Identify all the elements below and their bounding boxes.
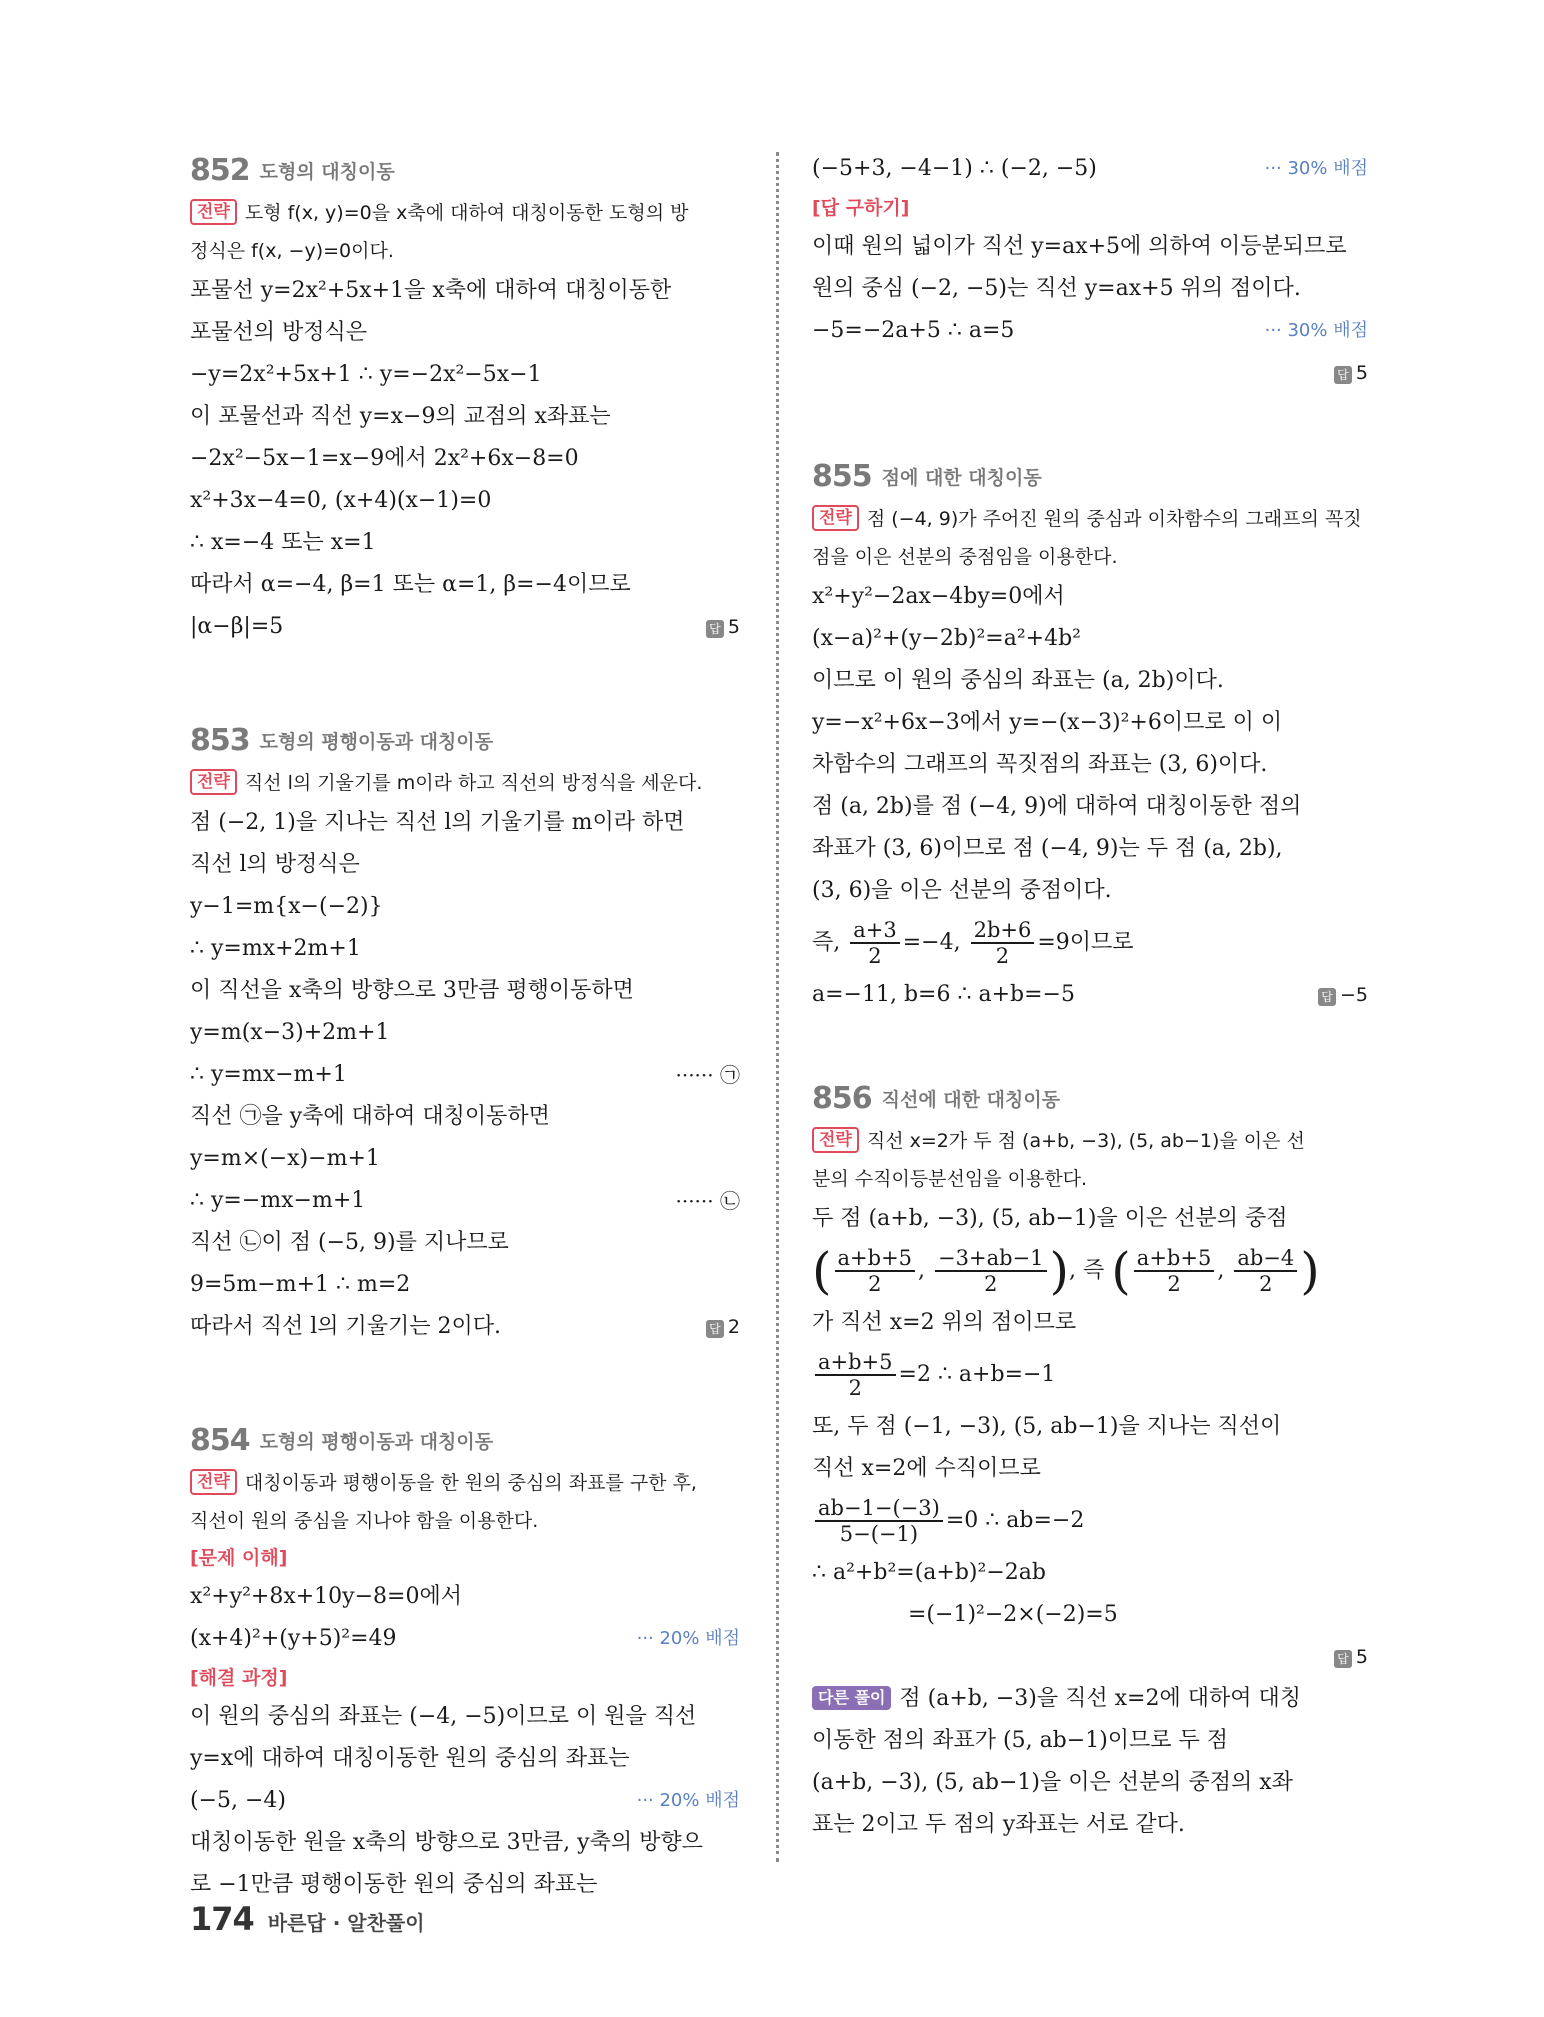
solution-line: 로 −1만큼 평행이동한 원의 중심의 좌표는 — [190, 1872, 598, 1897]
solution-line: x²+3x−4=0, (x+4)(x−1)=0 — [190, 488, 492, 513]
answer-icon: 답 — [1318, 988, 1336, 1006]
fraction-line: $\frac{ab-1-(-3)}{5-(-1)}$ =0 ∴ ab=−2 — [812, 1490, 1368, 1552]
solution-line: 두 점 (a+b, −3), (5, ab−1)을 이은 선분의 중점 — [812, 1206, 1288, 1231]
solution-line: 직선 l의 방정식은 — [190, 852, 360, 877]
strategy: 전략 도형 f(x, y)=0을 x축에 대하여 대칭이동한 도형의 방 — [190, 194, 740, 232]
solution-line: 직선 ㉡이 점 (−5, 9)를 지나므로 — [190, 1230, 509, 1255]
strategy: 전략 대칭이동과 평행이동을 한 원의 중심의 좌표를 구한 후, — [190, 1464, 740, 1502]
equation-mark: ······ ㉡ — [675, 1189, 740, 1213]
solution-line: |α−β|=5 답 5 — [190, 606, 740, 648]
solution-line: 이 포물선과 직선 y=x−9의 교점의 x좌표는 — [190, 404, 611, 429]
solution-line: 이므로 이 원의 중심의 좌표는 (a, 2b)이다. — [812, 668, 1224, 693]
problem-853-header — [190, 718, 740, 764]
solution-line: y−1=m{x−(−2)} — [190, 894, 383, 919]
footer-title: 바른답 · 알찬풀이 — [267, 1911, 425, 1935]
problem-number: 854 — [190, 1423, 250, 1458]
solution-line: 대칭이동한 원을 x축의 방향으로 3만큼, y축의 방향으 — [190, 1830, 703, 1855]
section-label: [문제 이해] — [190, 1547, 288, 1569]
strategy-tag: 전략 — [190, 199, 237, 225]
solution-line: 직선 ㉠을 y축에 대하여 대칭이동하면 — [190, 1104, 550, 1129]
problem-title: 도형의 평행이동과 대칭이동 — [259, 1431, 494, 1453]
solution-line: −2x²−5x−1=x−9에서 2x²+6x−8=0 — [190, 446, 579, 471]
solution-line: 포물선의 방정식은 — [190, 320, 368, 345]
solution-line: y=x에 대하여 대칭이동한 원의 중심의 좌표는 — [190, 1746, 630, 1771]
problem-title: 도형의 평행이동과 대칭이동 — [259, 731, 494, 753]
problem-856-header — [812, 1076, 1368, 1122]
fraction-line: ( $\frac{a+b+5}{2}$ , $\frac{-3+ab-1}{2}$ ), 즉 ( $\frac{a+b+5}{2}$ , $\frac{ab-4}{2}$ ) — [812, 1242, 1320, 1300]
answer: 답 2 — [706, 1306, 740, 1348]
answer-icon: 답 — [706, 1320, 724, 1338]
score-note: ··· 20% 배점 — [636, 1790, 740, 1811]
answer: 답 5 — [706, 606, 740, 648]
strategy-cont: 분의 수직이등분선임을 이용한다. — [812, 1168, 1088, 1190]
answer-line — [812, 352, 1368, 394]
strategy-tag: 전략 — [190, 1469, 237, 1495]
solution-line: y=m(x−3)+2m+1 — [190, 1020, 390, 1045]
solution-line: (−5, −4) ··· 20% 배점 — [190, 1780, 740, 1822]
answer-icon: 답 — [1334, 366, 1352, 384]
solution-line: 가 직선 x=2 위의 점이므로 — [812, 1310, 1077, 1335]
fraction-line: 즉, $\frac{a+3}{2}$ =−4, $\frac{2b+6}{2}$ =9이므로 — [812, 918, 1134, 968]
strategy-cont: 점을 이은 선분의 중점임을 이용한다. — [812, 546, 1118, 568]
solution-line: 이 직선을 x축의 방향으로 3만큼 평행이동하면 — [190, 978, 634, 1003]
fraction: $\frac{a+3}{2}$ — [850, 918, 899, 968]
score-note: ··· 30% 배점 — [1264, 158, 1368, 179]
solution-line: 포물선 y=2x²+5x+1을 x축에 대하여 대칭이동한 — [190, 278, 672, 303]
solution-line: ∴ x=−4 또는 x=1 — [190, 530, 376, 555]
problem-852-header — [190, 148, 740, 194]
section-label: [해결 과정] — [190, 1667, 288, 1689]
solution-line: 좌표가 (3, 6)이므로 점 (−4, 9)는 두 점 (a, 2b), — [812, 836, 1283, 861]
problem-855-header — [812, 454, 1368, 500]
solution-line: =(−1)²−2×(−2)=5 — [908, 1602, 1118, 1627]
strategy-tag: 전략 — [812, 1127, 859, 1153]
fraction-line: $\frac{a+b+5}{2}$ =2 ∴ a+b=−1 — [812, 1344, 1368, 1406]
solution-line: x²+y²−2ax−4by=0에서 — [812, 584, 1065, 609]
strategy-tag: 전략 — [812, 505, 859, 531]
equation-mark: ······ ㉠ — [675, 1063, 740, 1087]
page-footer — [190, 1900, 425, 1938]
solution-line: 이때 원의 넓이가 직선 y=ax+5에 의하여 이등분되므로 — [812, 234, 1347, 259]
alt-solution: 다른 풀이 점 (a+b, −3)을 직선 x=2에 대하여 대칭 — [812, 1678, 1368, 1720]
solution-line: 직선 x=2에 수직이므로 — [812, 1456, 1041, 1481]
strategy: 전략 직선 x=2가 두 점 (a+b, −3), (5, ab−1)을 이은 선 — [812, 1122, 1368, 1160]
solution-line: x²+y²+8x+10y−8=0에서 — [190, 1584, 462, 1609]
solution-line: ∴ y=−mx−m+1 ······ ㉡ — [190, 1180, 740, 1222]
strategy-cont: 정식은 f(x, −y)=0이다. — [190, 240, 394, 262]
alt-solution-line: 표는 2이고 두 점의 y좌표는 서로 같다. — [812, 1812, 1185, 1837]
solution-line: 점 (−2, 1)을 지나는 직선 l의 기울기를 m이라 하면 — [190, 810, 685, 835]
solution-line: 또, 두 점 (−1, −3), (5, ab−1)을 지나는 직선이 — [812, 1414, 1282, 1439]
solution-line: (x−a)²+(y−2b)²=a²+4b² — [812, 626, 1082, 651]
problem-number: 856 — [812, 1081, 872, 1116]
alt-solution-tag: 다른 풀이 — [812, 1686, 891, 1710]
problem-number: 855 — [812, 459, 872, 494]
solution-line: −5=−2a+5 ∴ a=5 ··· 30% 배점 — [812, 310, 1368, 352]
fraction: $\frac{2b+6}{2}$ — [971, 918, 1035, 968]
answer-icon: 답 — [706, 620, 724, 638]
solution-line: (3, 6)을 이은 선분의 중점이다. — [812, 878, 1112, 903]
left-column — [190, 148, 740, 1906]
solution-line: y=−x²+6x−3에서 y=−(x−3)²+6이므로 이 이 — [812, 710, 1283, 735]
solution-line: 이 원의 중심의 좌표는 (−4, −5)이므로 이 원을 직선 — [190, 1704, 697, 1729]
problem-number: 853 — [190, 723, 250, 758]
strategy-cont: 직선이 원의 중심을 지나야 함을 이용한다. — [190, 1510, 539, 1532]
alt-solution-line: (a+b, −3), (5, ab−1)을 이은 선분의 중점의 x좌 — [812, 1770, 1293, 1795]
solution-line: y=m×(−x)−m+1 — [190, 1146, 380, 1171]
solution-line: 9=5m−m+1 ∴ m=2 — [190, 1272, 411, 1297]
solution-line: (x+4)²+(y+5)²=49 ··· 20% 배점 — [190, 1618, 740, 1660]
strategy: 전략 점 (−4, 9)가 주어진 원의 중심과 이차함수의 그래프의 꼭짓 — [812, 500, 1368, 538]
solution-line: a=−11, b=6 ∴ a+b=−5 답 −5 — [812, 974, 1368, 1016]
answer: 답 −5 — [1318, 974, 1368, 1016]
solution-line: −y=2x²+5x+1 ∴ y=−2x²−5x−1 — [190, 362, 542, 387]
solution-line: 차함수의 그래프의 꼭짓점의 좌표는 (3, 6)이다. — [812, 752, 1268, 777]
solution-line: 따라서 직선 l의 기울기는 2이다. 답 2 — [190, 1306, 740, 1348]
strategy-tag: 전략 — [190, 769, 237, 795]
strategy: 전략 직선 l의 기울기를 m이라 하고 직선의 방정식을 세운다. — [190, 764, 740, 802]
solution-line: 점 (a, 2b)를 점 (−4, 9)에 대하여 대칭이동한 점의 — [812, 794, 1302, 819]
answer-icon: 답 — [1334, 1650, 1352, 1668]
section-label: [답 구하기] — [812, 197, 910, 219]
alt-solution-line: 이동한 점의 좌표가 (5, ab−1)이므로 두 점 — [812, 1728, 1229, 1753]
problem-number: 852 — [190, 153, 250, 188]
solution-line: ∴ a²+b²=(a+b)²−2ab — [812, 1560, 1046, 1585]
right-column — [812, 148, 1368, 1846]
solution-line: ∴ y=mx+2m+1 — [190, 936, 361, 961]
page-number: 174 — [190, 1900, 254, 1938]
score-note: ··· 20% 배점 — [636, 1628, 740, 1649]
solution-line: ∴ y=mx−m+1 ······ ㉠ — [190, 1054, 740, 1096]
solution-line: 원의 중심 (−2, −5)는 직선 y=ax+5 위의 점이다. — [812, 276, 1301, 301]
answer: 답 5 — [1334, 352, 1368, 394]
problem-title: 직선에 대한 대칭이동 — [881, 1089, 1061, 1111]
solution-line: 따라서 α=−4, β=1 또는 α=1, β=−4이므로 — [190, 572, 631, 597]
column-divider — [776, 152, 779, 1862]
answer-line — [812, 1636, 1368, 1678]
problem-title: 도형의 대칭이동 — [259, 161, 395, 183]
problem-title: 점에 대한 대칭이동 — [881, 467, 1042, 489]
score-note: ··· 30% 배점 — [1264, 320, 1368, 341]
problem-854-header — [190, 1418, 740, 1464]
answer: 답 5 — [1334, 1636, 1368, 1678]
solution-line: (−5+3, −4−1) ∴ (−2, −5) ··· 30% 배점 — [812, 148, 1368, 190]
